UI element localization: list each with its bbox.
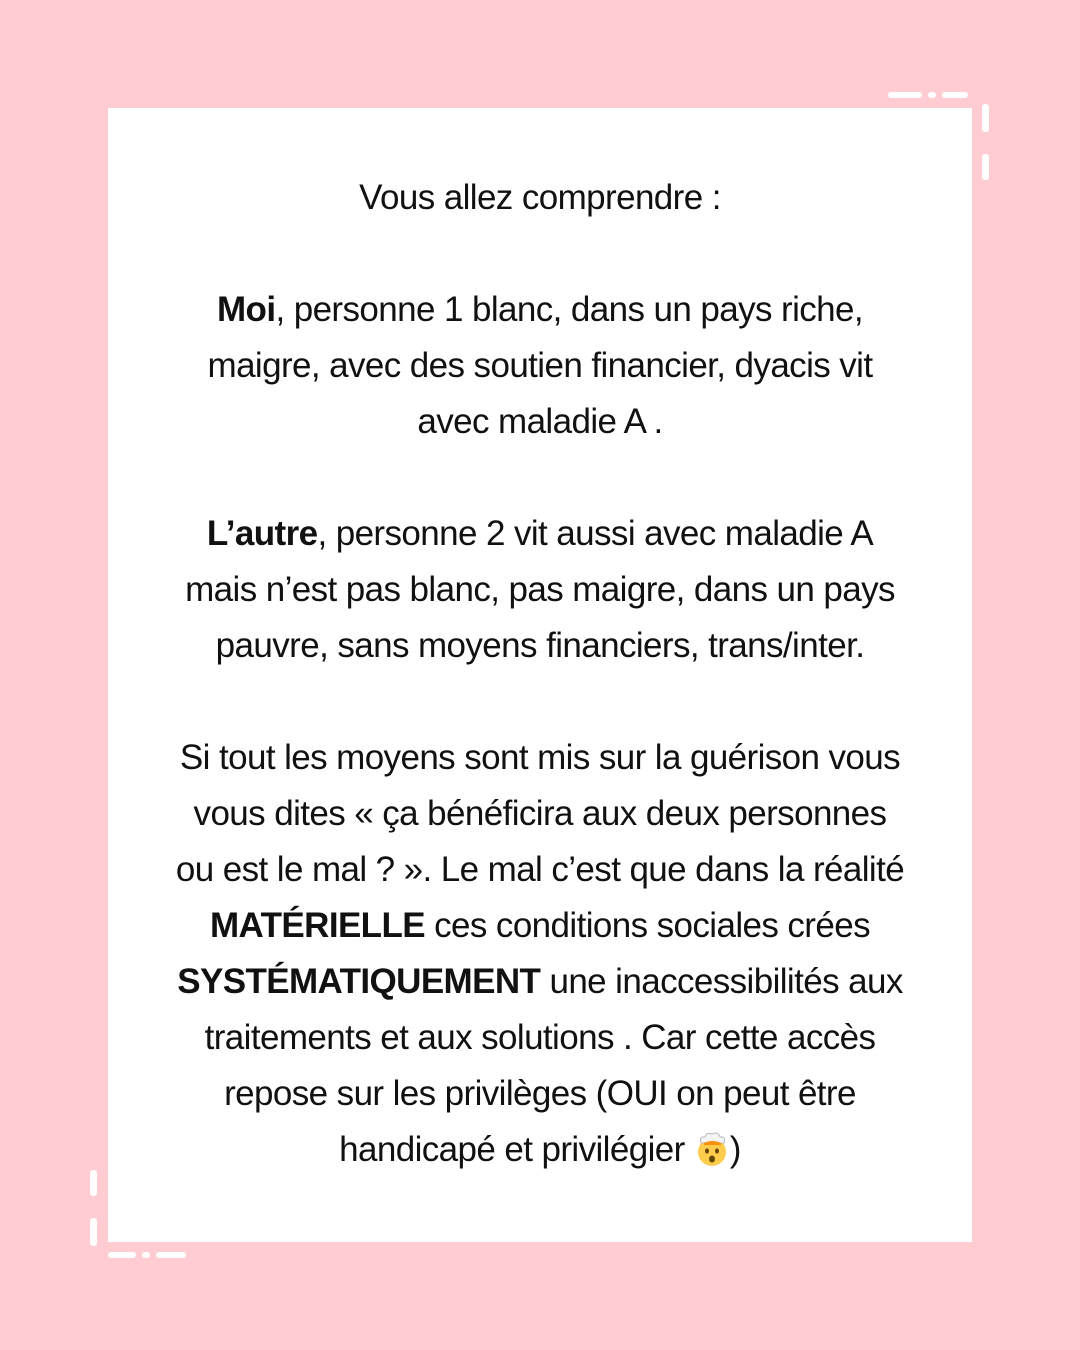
exploding-head-icon: [694, 1128, 730, 1164]
corner-deco-bottom-dash-short: [156, 1252, 186, 1258]
bold-moi: Moi: [216, 290, 276, 329]
corner-deco-bottom-dash-long: [108, 1252, 136, 1258]
paragraph-moi: Moi, personne 1 blanc, dans un pays riche, maigre, avec des soutien financier, dyacis vit avec maladie A .: [207, 290, 873, 441]
bold-systematiquement: SYSTÉMATIQUEMENT: [177, 962, 541, 1001]
corner-deco-top-dash-short: [942, 92, 968, 98]
corner-deco-top-dot: [928, 92, 936, 98]
corner-deco-right-dash: [982, 104, 989, 132]
paragraph-autre: L’autre, personne 2 vit aussi avec maladie A mais n’est pas blanc, pas maigre, dans un pays pauvre, sans moyens financiers, trans/inter.: [185, 514, 895, 665]
corner-deco-top-dash-long: [888, 92, 922, 98]
intro-line: Vous allez comprendre :: [359, 178, 721, 217]
post-text: [128, 170, 952, 1178]
corner-deco-bottom-dot: [142, 1252, 150, 1258]
corner-deco-left-dash: [90, 1170, 97, 1196]
content-card: [108, 108, 972, 1242]
paragraph-conclusion: Si tout les moyens sont mis sur la guérison vous vous dites « ça bénéficira aux deux personnes ou est le mal ? ». Le mal c’est que dans la réalité MATÉRIELLE ces conditions sociales crées SYSTÉMATIQUEMENT une inaccessibilités aux traitements et aux solutions . Car cette accès repose sur les privilèges (OUI on peut être handicapé et privilégier ): [175, 738, 905, 1169]
corner-deco-left-dash-2: [90, 1218, 97, 1246]
bold-materielle: MATÉRIELLE: [209, 906, 425, 945]
corner-deco-right-dash-2: [982, 154, 989, 180]
bold-autre: L’autre: [206, 514, 318, 553]
